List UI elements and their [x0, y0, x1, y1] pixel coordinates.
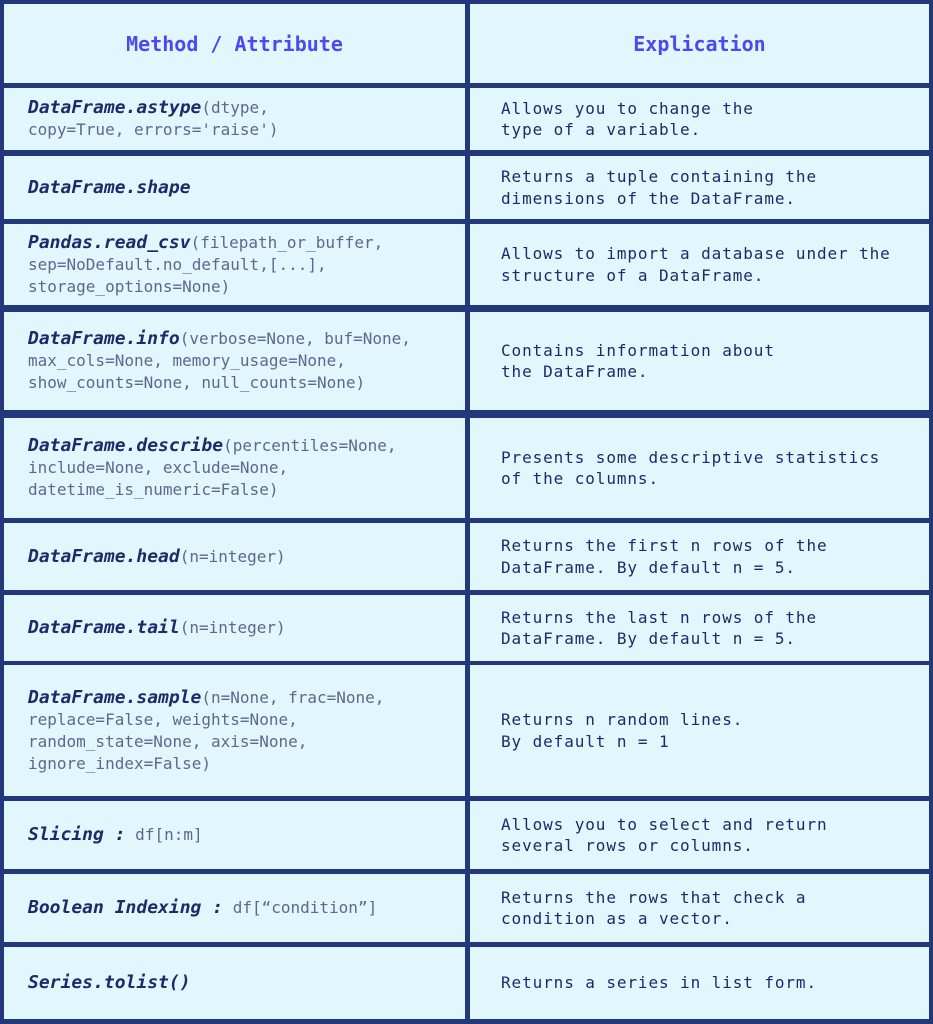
explication-line: Returns the first n rows of the: [501, 536, 828, 555]
explication-line: Returns the last n rows of the: [501, 607, 817, 627]
explication-line: DataFrame. By default n = 5.: [501, 629, 796, 648]
method-args: df[“condition”]: [223, 898, 378, 917]
explication-line: structure of a DataFrame.: [501, 265, 765, 285]
method-name: DataFrame.sample: [28, 686, 202, 708]
method-signature-line: [28, 177, 459, 199]
method-signature-line: [28, 435, 459, 457]
method-args-line: max_cols=None, memory_usage=None,: [28, 351, 346, 370]
method-args: (n=integer): [179, 546, 286, 566]
explication-line: DataFrame. By default n = 5.: [501, 557, 796, 577]
method-name: DataFrame.tail: [28, 617, 180, 638]
method-cell: [4, 523, 465, 590]
method-name: DataFrame.describe: [28, 435, 224, 456]
method-args-line: sep=NoDefault.no_default,[...],: [28, 254, 327, 274]
method-args-line: show_counts=None, null_counts=None): [28, 373, 366, 392]
explication-cell: [470, 523, 929, 590]
header-method-label: Method / Attribute: [126, 31, 343, 56]
method-args: (verbose=None, buf=None,: [179, 329, 411, 348]
explication-line: Contains information about: [501, 340, 775, 360]
method-cell: [4, 595, 465, 661]
explication-cell: [470, 418, 929, 518]
method-signature-line: [28, 824, 459, 846]
method-cell: [4, 418, 465, 518]
header-explication: [470, 4, 929, 83]
explication-line: Returns n random lines.: [501, 710, 744, 729]
method-args-line: include=None, exclude=None,: [28, 458, 289, 477]
explication-cell: [470, 665, 929, 796]
method-signature-line: [28, 617, 459, 639]
explication-cell: [470, 947, 929, 1019]
method-signature-line: [28, 897, 459, 919]
explication-cell: [470, 156, 929, 219]
method-name: DataFrame.info: [28, 328, 180, 349]
method-signature-line: [28, 328, 459, 350]
explication-line: Returns the rows that check a: [501, 887, 807, 907]
method-args-line: copy=True, errors='raise'): [28, 120, 279, 139]
method-args: df[n:m]: [125, 825, 203, 844]
explication-line: type of a variable.: [501, 120, 702, 139]
explication-cell: [470, 224, 929, 305]
method-cell: [4, 801, 465, 869]
method-name: Slicing :: [28, 824, 126, 845]
method-cell: [4, 874, 465, 942]
method-name: Boolean Indexing :: [28, 897, 224, 918]
method-cell: [4, 224, 465, 305]
method-name: Series.tolist(): [28, 972, 191, 993]
method-args-line: storage_options=None): [28, 276, 231, 296]
explication-cell: [470, 88, 929, 150]
method-name: DataFrame.astype: [28, 97, 202, 118]
method-args: (dtype,: [201, 98, 269, 117]
method-args: (n=None, frac=None,: [201, 687, 385, 707]
header-method: [4, 4, 465, 83]
explication-line: By default n = 1: [501, 731, 670, 751]
method-args-line: ignore_index=False): [28, 753, 212, 773]
explication-line: Returns a series in list form.: [501, 973, 817, 993]
header-explication-label: Explication: [633, 31, 766, 56]
method-signature-line: [28, 232, 459, 254]
explication-line: of the columns.: [501, 469, 659, 488]
method-cell: [4, 947, 465, 1019]
explication-line: Presents some descriptive statistics: [501, 447, 881, 467]
method-args: (percentiles=None,: [223, 436, 397, 455]
explication-cell: [470, 874, 929, 942]
explication-line: dimensions of the DataFrame.: [501, 188, 796, 208]
method-args-line: random_state=None, axis=None,: [28, 731, 308, 751]
method-cell: [4, 312, 465, 410]
explication-line: Allows you to change the: [501, 98, 754, 118]
explication-line: the DataFrame.: [501, 362, 649, 381]
explication-line: Allows you to select and return: [501, 814, 828, 834]
explication-line: several rows or columns.: [501, 836, 754, 855]
method-signature-line: [28, 972, 459, 994]
method-cell: [4, 156, 465, 219]
explication-line: condition as a vector.: [501, 909, 733, 928]
method-args: (n=integer): [179, 618, 286, 637]
method-args: (filepath_or_buffer,: [190, 232, 384, 252]
explication-cell: [470, 801, 929, 869]
method-cell: [4, 88, 465, 150]
method-name: Pandas.read_csv: [28, 231, 191, 253]
method-signature-line: [28, 97, 459, 119]
method-args-line: datetime_is_numeric=False): [28, 480, 279, 499]
method-args-line: replace=False, weights=None,: [28, 709, 298, 729]
method-name: DataFrame.head: [28, 545, 180, 567]
method-cell: [4, 665, 465, 796]
method-name: DataFrame.shape: [28, 176, 191, 198]
method-signature-line: [28, 546, 459, 568]
explication-cell: [470, 312, 929, 410]
explication-cell: [470, 595, 929, 661]
explication-line: Allows to import a database under the: [501, 244, 891, 263]
explication-line: Returns a tuple containing the: [501, 167, 817, 186]
method-signature-line: [28, 687, 459, 709]
